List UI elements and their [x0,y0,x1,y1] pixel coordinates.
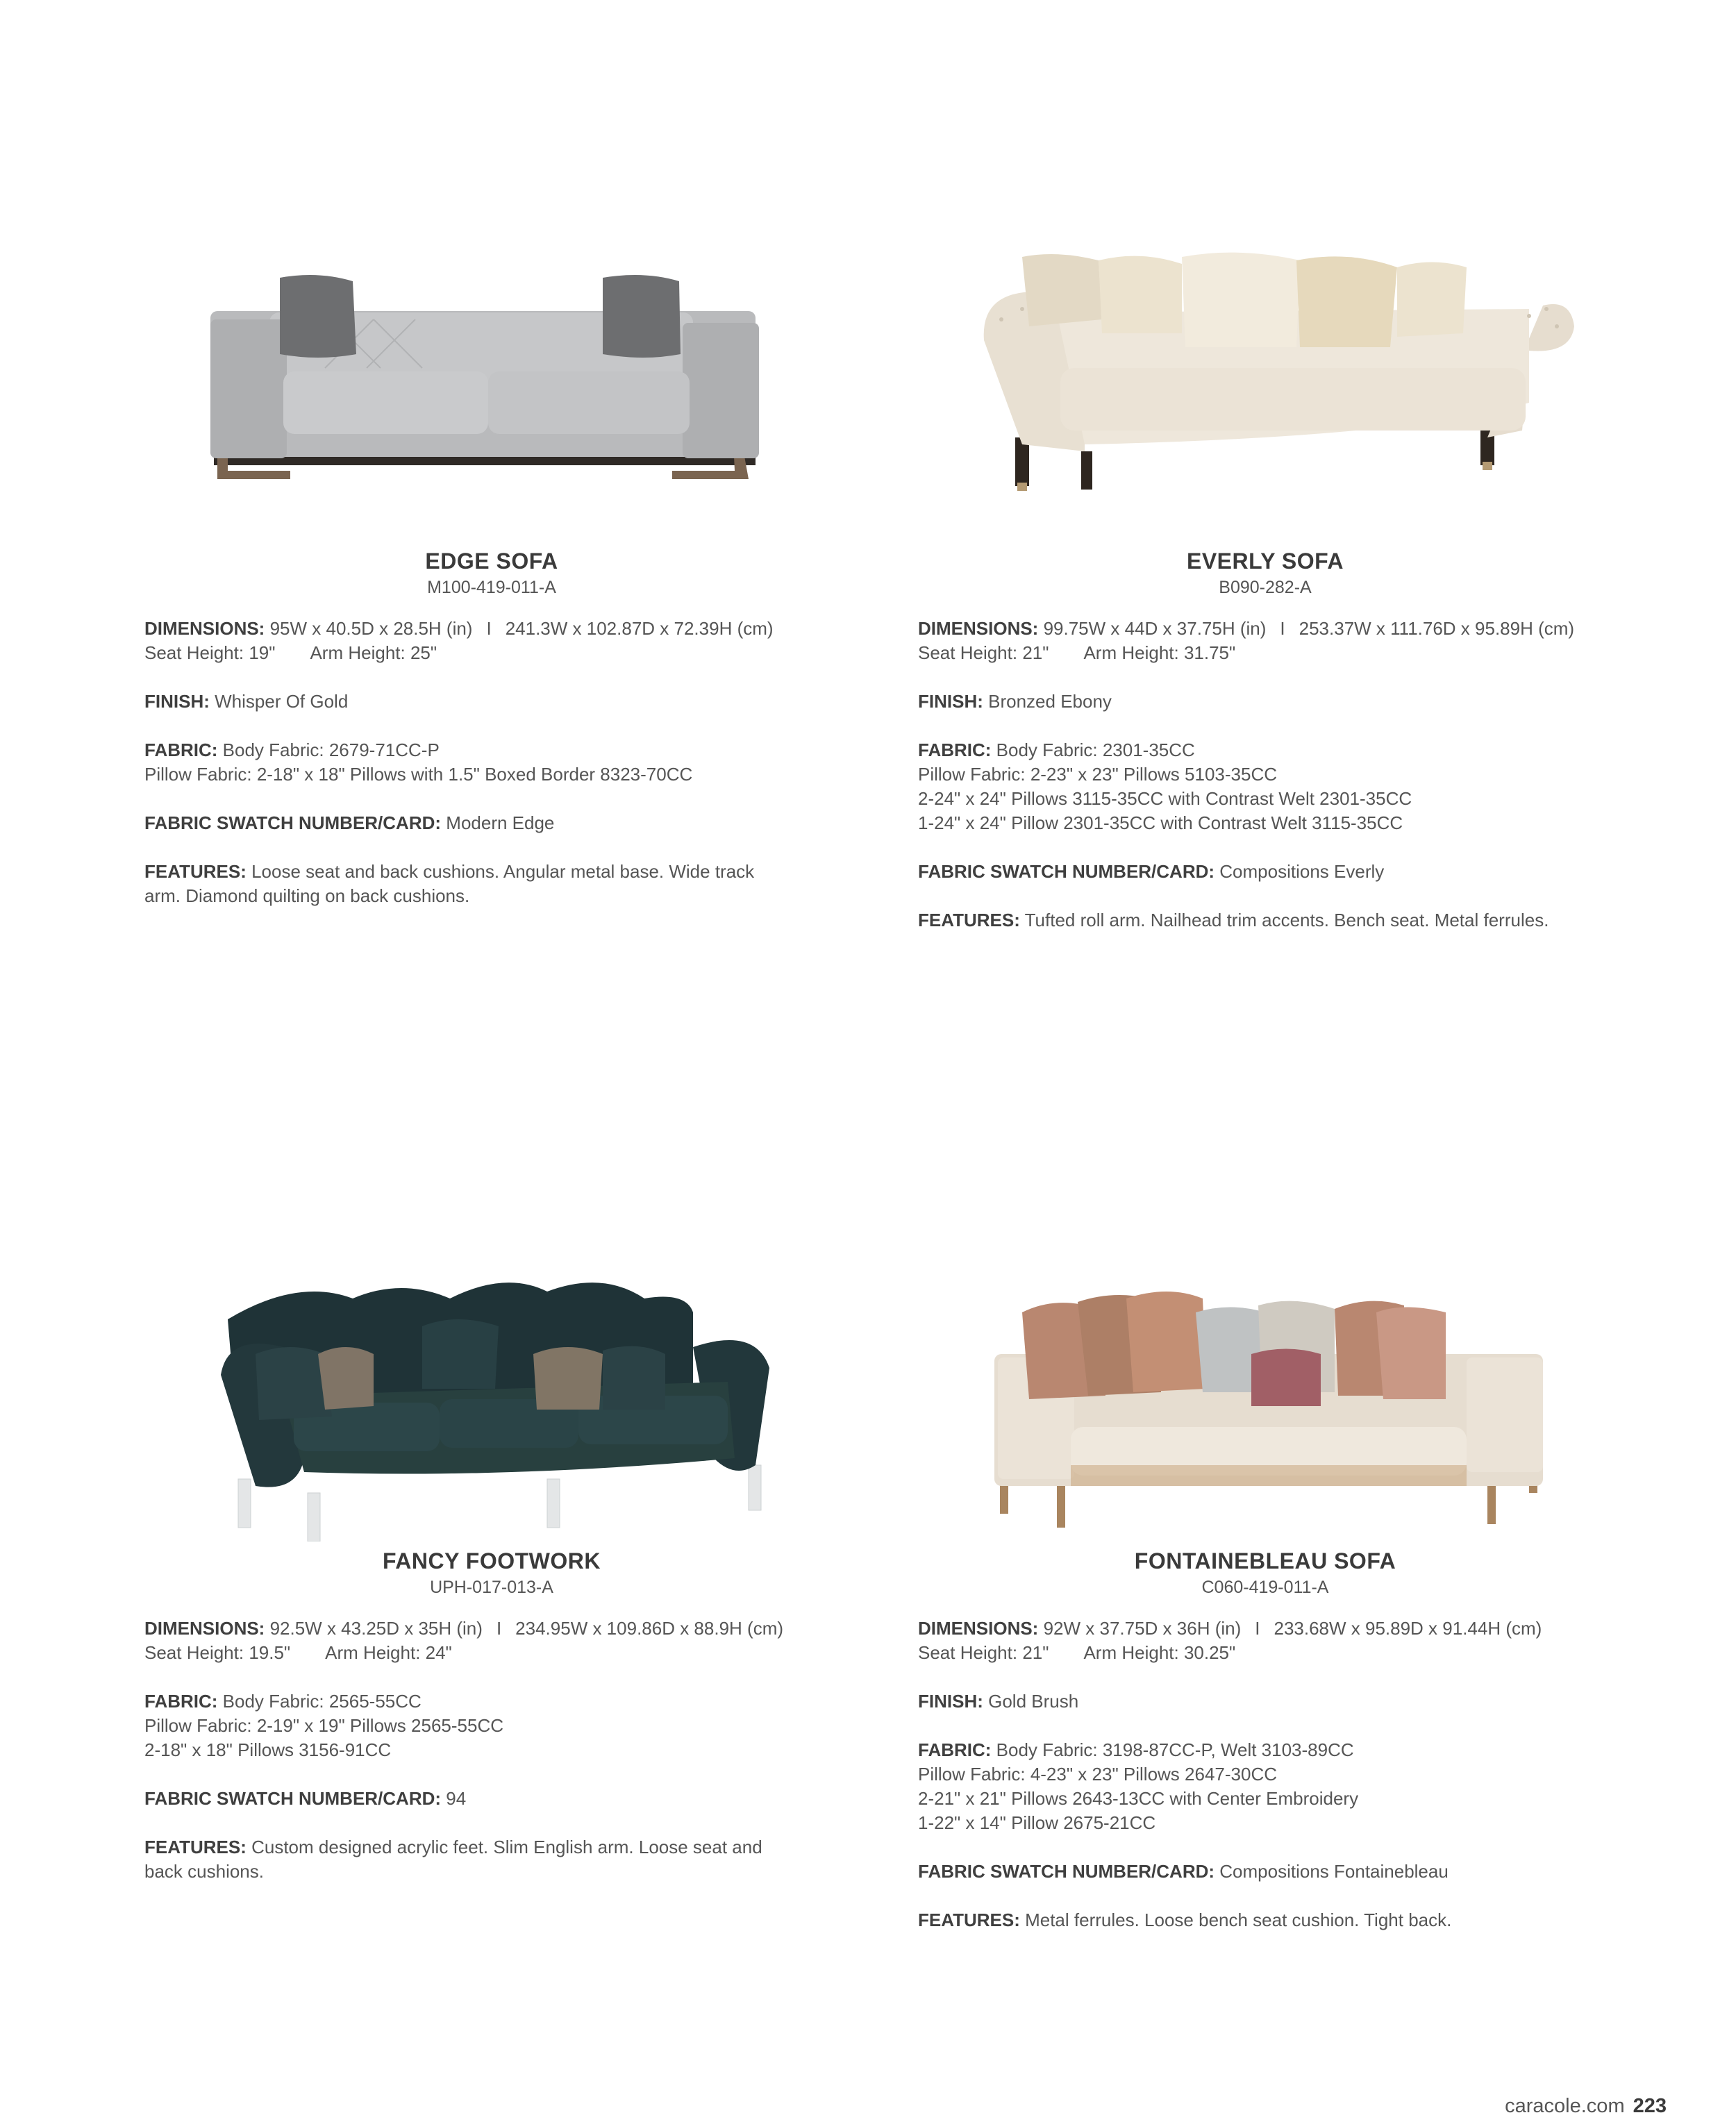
arm-height: Arm Height: 25" [310,642,437,663]
finish-label: FINISH: [918,1691,983,1712]
fabric-block [918,738,1612,835]
features-line: arm. Diamond quilting on back cushions. [144,885,470,906]
product-specs [144,617,839,933]
fabric-line: Pillow Fabric: 2-23" x 23" Pillows 5103-35CC [918,764,1278,785]
finish-value: Gold Brush [988,1691,1079,1712]
fabric-label: FABRIC: [918,1739,992,1760]
product-specs [144,1616,839,1908]
features-label: FEATURES: [144,1837,247,1857]
separator: I [496,1618,502,1639]
fabric-line: 2-24" x 24" Pillows 3115-35CC with Contrast Welt 2301-35CC [918,788,1412,809]
product-card-everly-sofa [918,229,1612,930]
fabric-line: Pillow Fabric: 2-19" x 19" Pillows 2565-55CC [144,1715,504,1736]
features-block [144,1835,839,1884]
features-line: Custom designed acrylic feet. Slim English arm. Loose seat and [251,1837,762,1857]
swatch-block [918,860,1612,884]
fabric-line: 2-18" x 18" Pillows 3156-91CC [144,1739,392,1760]
seat-height: Seat Height: 21" [918,1642,1049,1663]
fabric-line: 1-22" x 14" Pillow 2675-21CC [918,1812,1156,1833]
swatch-label: FABRIC SWATCH NUMBER/CARD: [918,861,1215,882]
separator: I [1255,1618,1260,1639]
arm-height: Arm Height: 30.25" [1083,1642,1236,1663]
swatch-block [918,1860,1612,1884]
dimensions-cm: 234.95W x 109.86D x 88.9H (cm) [515,1618,784,1639]
fabric-line: Pillow Fabric: 4-23" x 23" Pillows 2647-30CC [918,1764,1278,1785]
fabric-block [144,738,839,787]
product-title: EDGE SOFA [425,549,558,574]
swatch-value: 94 [446,1788,467,1809]
fabric-label: FABRIC: [144,740,218,760]
separator: I [486,618,492,639]
swatch-label: FABRIC SWATCH NUMBER/CARD: [144,1788,442,1809]
product-card-fontainebleau-sofa [918,1236,1612,1930]
swatch-block [144,811,839,835]
dimensions-label: DIMENSIONS: [918,1618,1039,1639]
fabric-line: Body Fabric: 2301-35CC [996,740,1195,760]
arm-height: Arm Height: 24" [325,1642,452,1663]
features-block [144,860,839,908]
ivory-sofa-image [918,1236,1612,1542]
separator: I [1280,618,1285,639]
dimensions-in: 99.75W x 44D x 37.75H (in) [1043,618,1267,639]
features-line: Metal ferrules. Loose bench seat cushion. Tight back. [1025,1910,1452,1930]
dimensions-cm: 253.37W x 111.76D x 95.89H (cm) [1299,618,1575,639]
swatch-block [144,1787,839,1811]
swatch-label: FABRIC SWATCH NUMBER/CARD: [918,1861,1215,1882]
cream-tufted-sofa-image [918,229,1612,542]
fabric-label: FABRIC: [918,740,992,760]
dimensions-in: 92W x 37.75D x 36H (in) [1043,1618,1242,1639]
dimensions-block [918,617,1612,665]
dimensions-label: DIMENSIONS: [144,618,265,639]
arm-height: Arm Height: 31.75" [1083,642,1236,663]
product-code: UPH-017-013-A [430,1578,553,1597]
page-number: 223 [1633,2095,1667,2117]
product-code: C060-419-011-A [1201,1578,1329,1597]
finish-block [918,1689,1612,1714]
seat-height: Seat Height: 19" [144,642,276,663]
product-specs [918,617,1612,957]
page-footer [1505,2095,1667,2118]
features-label: FEATURES: [918,910,1020,930]
product-title: FONTAINEBLEAU SOFA [1134,1548,1396,1573]
product-specs [918,1616,1612,1957]
seat-height: Seat Height: 21" [918,642,1049,663]
dimensions-label: DIMENSIONS: [918,618,1039,639]
dimensions-block [918,1616,1612,1665]
fabric-block [144,1689,839,1762]
seat-height: Seat Height: 19.5" [144,1642,291,1663]
features-block [918,1908,1612,1932]
swatch-value: Compositions Fontainebleau [1219,1861,1449,1882]
finish-label: FINISH: [918,691,983,712]
swatch-value: Modern Edge [446,812,555,833]
fabric-line: 1-24" x 24" Pillow 2301-35CC with Contrast Welt 3115-35CC [918,812,1403,833]
finish-block [144,690,839,714]
dimensions-in: 95W x 40.5D x 28.5H (in) [269,618,473,639]
swatch-label: FABRIC SWATCH NUMBER/CARD: [144,812,442,833]
features-label: FEATURES: [144,861,247,882]
fabric-block [918,1738,1612,1835]
fabric-line: Body Fabric: 2565-55CC [222,1691,422,1712]
dimensions-cm: 233.68W x 95.89D x 91.44H (cm) [1274,1618,1542,1639]
grey-sofa-image [144,250,839,542]
dimensions-block [144,617,839,665]
swatch-value: Compositions Everly [1219,861,1385,882]
product-title: FANCY FOOTWORK [383,1548,601,1573]
finish-value: Bronzed Ebony [988,691,1112,712]
product-card-fancy-footwork [144,1250,839,1882]
finish-value: Whisper Of Gold [215,691,349,712]
fabric-line: Body Fabric: 2679-71CC-P [222,740,440,760]
dimensions-block [144,1616,839,1665]
fabric-line: 2-21" x 21" Pillows 2643-13CC with Center Embroidery [918,1788,1359,1809]
product-code: B090-282-A [1219,578,1312,597]
features-line: Tufted roll arm. Nailhead trim accents. Bench seat. Metal ferrules. [1024,910,1549,930]
features-label: FEATURES: [918,1910,1020,1930]
fabric-line: Body Fabric: 3198-87CC-P, Welt 3103-89CC [996,1739,1354,1760]
features-line: Loose seat and back cushions. Angular metal base. Wide track [251,861,755,882]
dimensions-cm: 241.3W x 102.87D x 72.39H (cm) [505,618,774,639]
finish-label: FINISH: [144,691,210,712]
features-block [918,908,1612,933]
product-code: M100-419-011-A [427,578,556,597]
teal-velvet-sofa-image [144,1250,839,1542]
dimensions-label: DIMENSIONS: [144,1618,265,1639]
product-title: EVERLY SOFA [1186,549,1344,574]
fabric-label: FABRIC: [144,1691,218,1712]
product-card-edge-sofa [144,250,839,906]
features-line: back cushions. [144,1861,264,1882]
fabric-line: Pillow Fabric: 2-18" x 18" Pillows with 1.5" Boxed Border 8323-70CC [144,764,693,785]
dimensions-in: 92.5W x 43.25D x 35H (in) [269,1618,483,1639]
finish-block [918,690,1612,714]
site-url[interactable]: caracole.com [1505,2095,1625,2117]
